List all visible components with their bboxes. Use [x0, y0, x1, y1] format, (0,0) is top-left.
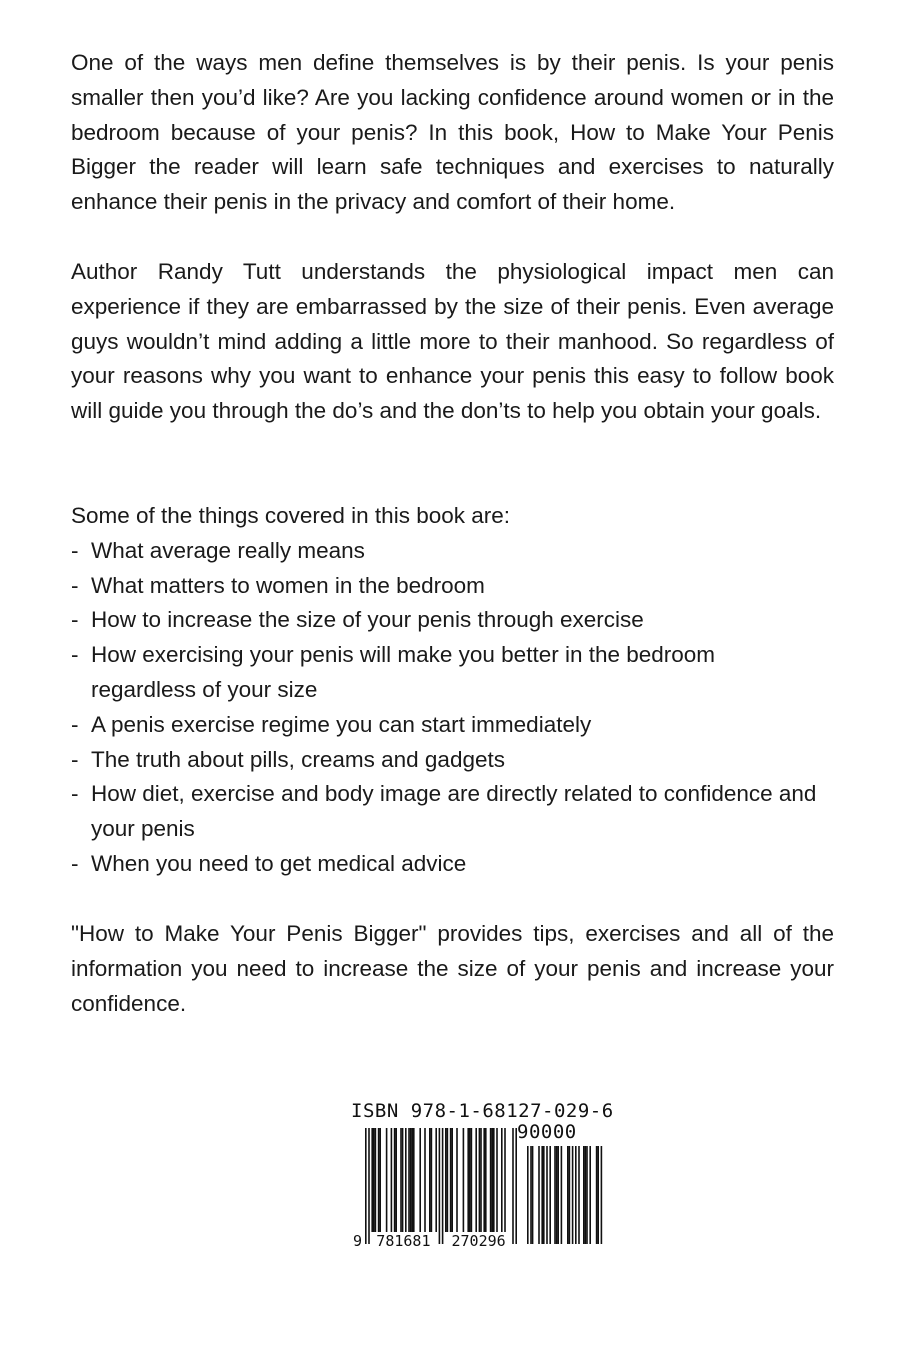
paragraph-3-text: "How to Make Your Penis Bigger" provides tips, exercises and all of the information you need to increase the size of your penis and increase your confidence. — [71, 921, 834, 1016]
list-item-text: The truth about pills, creams and gadgets — [91, 746, 505, 772]
barcode-bar — [408, 1128, 410, 1232]
list-dash: - — [71, 746, 79, 772]
isbn-label: ISBN 978-1-68127-029-6 — [351, 1100, 614, 1122]
barcode-bar — [475, 1128, 477, 1232]
barcode-bar — [419, 1128, 421, 1232]
barcode-bar — [493, 1128, 495, 1232]
addon-bar — [583, 1146, 585, 1244]
barcode-guard-bar — [515, 1128, 517, 1244]
barcode-bar — [491, 1128, 493, 1232]
topics-list-block — [71, 499, 834, 882]
list-dash: - — [71, 711, 79, 737]
barcode-digits-left: 781681 — [376, 1232, 431, 1250]
list-dash: - — [71, 607, 79, 633]
isbn-barcode — [351, 1100, 616, 1250]
barcode-guard-bar — [439, 1128, 441, 1244]
barcode-bar — [483, 1128, 485, 1232]
list-item-text: A penis exercise regime you can start immediately — [91, 711, 592, 737]
addon-bar — [596, 1146, 598, 1244]
list-item-text: What matters to women in the bedroom — [91, 572, 485, 598]
list-item-text: When you need to get medical advice — [91, 850, 467, 876]
addon-bar — [597, 1146, 599, 1244]
topics-list — [71, 534, 834, 882]
description-paragraph-2 — [71, 255, 834, 429]
barcode-guard-bar — [512, 1128, 514, 1244]
list-dash: - — [71, 572, 79, 598]
addon-bar — [575, 1146, 577, 1244]
addon-bar — [589, 1146, 591, 1244]
list-item — [71, 777, 834, 847]
barcode-bar — [501, 1128, 503, 1232]
addon-bar — [530, 1146, 532, 1244]
addon-bar — [561, 1146, 563, 1244]
list-item-text: How exercising your penis will make you better in the bedroom — [91, 642, 716, 668]
barcode-bar — [395, 1128, 397, 1232]
barcode-bar — [413, 1128, 415, 1232]
addon-bar — [549, 1146, 551, 1244]
barcode-bar — [402, 1128, 404, 1232]
barcode-bar — [429, 1128, 431, 1232]
list-item — [71, 708, 834, 743]
addon-bar — [557, 1146, 559, 1244]
addon-bar — [541, 1146, 543, 1244]
barcode-bar — [469, 1128, 471, 1232]
list-intro: Some of the things covered in this book are: — [71, 503, 511, 528]
barcode-guard-bar — [442, 1128, 444, 1244]
paragraph-2-text: Author Randy Tutt understands the physiological impact men can experience if they are embarrassed by the size of their penis. Even average guys wouldn’t mind adding a little more to their manhood. So regardless of your reasons why you want to enhance your penis this easy to follow book will guide you through the do’s and the don’ts to help you obtain your goals. — [71, 259, 834, 424]
addon-bar — [572, 1146, 574, 1244]
addon-bar — [578, 1146, 580, 1244]
list-item-text: How to increase the size of your penis through exercise — [91, 607, 644, 633]
addon-bar — [601, 1146, 603, 1244]
barcode-bar — [467, 1128, 469, 1232]
barcode-digit-first: 9 — [352, 1232, 362, 1250]
barcode-bar — [480, 1128, 482, 1232]
addon-bar — [556, 1146, 558, 1244]
barcode-bar — [400, 1128, 402, 1232]
list-dash: - — [71, 781, 79, 807]
barcode-bar — [410, 1128, 412, 1232]
list-item — [71, 603, 834, 638]
barcode-bar — [371, 1128, 373, 1232]
barcode-bar — [456, 1128, 458, 1232]
barcode-bar — [386, 1128, 388, 1232]
barcode-bar — [411, 1128, 413, 1232]
description-paragraph-3 — [71, 917, 834, 1021]
barcode-bar — [485, 1128, 487, 1232]
list-item-text: What average really means — [91, 537, 365, 563]
barcode-guard-bar — [368, 1128, 370, 1244]
list-dash: - — [71, 642, 79, 668]
list-dash: - — [71, 537, 79, 563]
barcode-bar — [391, 1128, 393, 1232]
barcode-bar — [450, 1128, 452, 1232]
addon-bar — [543, 1146, 545, 1244]
barcode-bar — [431, 1128, 433, 1232]
list-item-continuation: your penis — [91, 816, 195, 842]
barcode-bar — [504, 1128, 506, 1232]
barcode-guard-bar — [365, 1128, 367, 1244]
barcode-bar — [447, 1128, 449, 1232]
barcode-bar — [496, 1128, 498, 1232]
addon-price-label: 90000 — [517, 1121, 577, 1143]
barcode-bar — [451, 1128, 453, 1232]
list-item — [71, 847, 834, 882]
barcode-bar — [379, 1128, 381, 1232]
barcode-bar — [375, 1128, 377, 1232]
list-item-text: How diet, exercise and body image are directly related to confidence and — [91, 781, 817, 807]
barcode-bar — [394, 1128, 396, 1232]
addon-bar — [567, 1146, 569, 1244]
barcode-bar — [373, 1128, 375, 1232]
list-item-continuation: regardless of your size — [91, 676, 318, 702]
list-dash: - — [71, 850, 79, 876]
addon-bar — [554, 1146, 556, 1244]
barcode-bar — [435, 1128, 437, 1232]
barcode-bar — [445, 1128, 447, 1232]
barcode-bar — [490, 1128, 492, 1232]
paragraph-1-text: One of the ways men define themselves is by their penis. Is your penis smaller then you’d like? Are you lacking confidence around women or in the bedroom because of your penis? In this book, How to Make Your Penis Bigger the reader will learn safe techniques and exercises to naturally enhance their penis in the privacy and comfort of their home. — [71, 50, 834, 215]
barcode-bar — [424, 1128, 426, 1232]
barcode-bar — [471, 1128, 473, 1232]
addon-bar — [527, 1146, 529, 1244]
barcode-bar — [378, 1128, 380, 1232]
list-item — [71, 638, 834, 708]
barcode-digits-right: 270296 — [451, 1232, 506, 1250]
description-paragraph-1 — [71, 46, 834, 220]
barcode-bar — [463, 1128, 465, 1232]
addon-bar — [546, 1146, 548, 1244]
barcode-bar — [479, 1128, 481, 1232]
list-item — [71, 569, 834, 604]
addon-bar — [585, 1146, 587, 1244]
list-item — [71, 743, 834, 778]
addon-bar — [569, 1146, 571, 1244]
addon-bar — [532, 1146, 534, 1244]
barcode-bar — [405, 1128, 407, 1232]
addon-bar — [538, 1146, 540, 1244]
addon-bar — [586, 1146, 588, 1244]
list-item — [71, 534, 834, 569]
